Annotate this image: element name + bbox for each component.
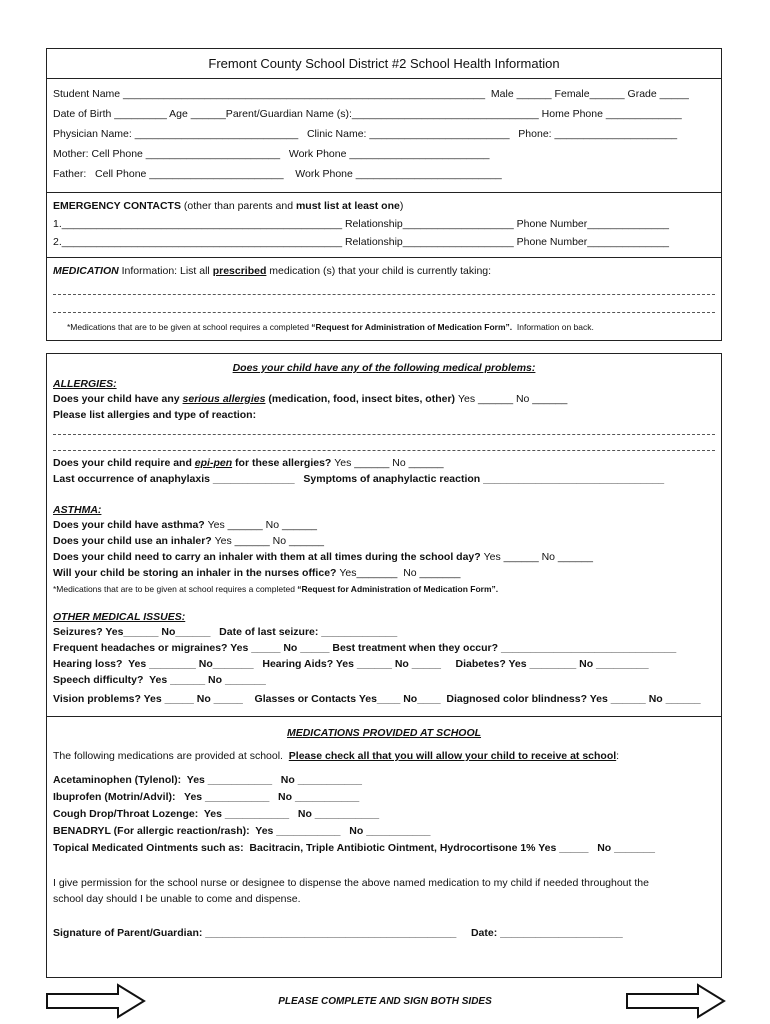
asthma-q2[interactable] [53, 534, 715, 548]
s5-a: *Medications that are to be given at school requires a completed [53, 584, 298, 594]
student-info-box [46, 78, 722, 193]
speech-row[interactable]: Speech difficulty? Yes ______ No _______ [53, 674, 266, 686]
ibuprofen-row[interactable]: Ibuprofen (Motrin/Advil): Yes ___________ No ___________ [53, 791, 360, 803]
a3-post: for these allergies? [232, 457, 335, 469]
school-medications-box [46, 716, 722, 978]
medication-prescribed: prescribed [212, 265, 267, 277]
school-meds-intro [53, 749, 715, 763]
benadryl-row[interactable]: BENADRYL (For allergic reaction/rash): Yes ___________ No ___________ [53, 825, 431, 837]
signature-row[interactable]: Signature of Parent/Guardian: ___________________________________________ Date: _____________________ [53, 927, 623, 939]
s3-yes-no[interactable]: Yes ______ No ______ [483, 551, 593, 563]
topical-ointments-row[interactable]: Topical Medicated Ointments such as: Bacitracin, Triple Antibiotic Ointment, Hydrocortisone 1% Yes _____ No _______ [53, 842, 655, 854]
a3-pre: Does your child require and [53, 457, 195, 469]
emergency-heading [53, 199, 715, 213]
allergies-heading: ALLERGIES: [53, 378, 117, 390]
mother-phone-row[interactable]: Mother: Cell Phone _______________________ Work Phone ________________________ [53, 148, 490, 160]
a1-u: serious allergies [182, 393, 266, 405]
s2-label: Does your child use an inhaler? [53, 535, 215, 547]
seizures-row[interactable]: Seizures? Yes______ No______ Date of last seizure: _____________ [53, 626, 398, 638]
s3-label: Does your child need to carry an inhaler with them at all times during the school day? [53, 551, 484, 563]
allergy-blank-line-2[interactable] [53, 450, 715, 451]
acetaminophen-row[interactable]: Acetaminophen (Tylenol): Yes ___________ No ___________ [53, 774, 362, 786]
emergency-heading-req: must list at least one [295, 200, 400, 212]
s4-yes-no[interactable]: Yes_______ No _______ [339, 567, 461, 579]
medication-text2: medication (s) that your child is currently taking: [266, 265, 492, 277]
permission-line-2: school day should I be unable to come and dispense. [53, 893, 301, 905]
medical-problems-box [46, 353, 722, 717]
form-title: Fremont County School District #2 School Health Information [208, 56, 560, 71]
physician-row[interactable]: Physician Name: ____________________________ Clinic Name: ________________________ Phone: _____________________ [53, 128, 678, 140]
father-phone-row[interactable]: Father: Cell Phone _______________________ Work Phone _________________________ [53, 168, 502, 180]
serious-allergies-row[interactable] [53, 392, 715, 406]
medication-box [46, 257, 722, 341]
emergency-heading-label: EMERGENCY CONTACTS [53, 200, 181, 212]
medication-note-b: “Request for Administration of Medication Form”. [311, 322, 513, 332]
vision-row[interactable]: Vision problems? Yes _____ No _____ Glasses or Contacts Yes____ No____ Diagnosed color blindness? Yes ______ No ______ [53, 693, 701, 705]
a3-u: epi-pen [194, 457, 233, 469]
intro-a: The following medications are provided at school. [53, 750, 289, 762]
emergency-contact-1[interactable]: 1.________________________________________________ Relationship___________________ Phone Number______________ [53, 218, 670, 230]
s1-yes-no[interactable]: Yes ______ No ______ [207, 519, 318, 531]
medication-blank-line-1[interactable] [53, 294, 715, 295]
emergency-contacts-box [46, 192, 722, 258]
asthma-q3[interactable] [53, 550, 715, 564]
school-meds-heading: MEDICATIONS PROVIDED AT SCHOOL [286, 727, 482, 739]
footer-text: PLEASE COMPLETE AND SIGN BOTH SIDES [278, 996, 492, 1007]
intro-b: Please check all that you will allow your child to receive at school [288, 750, 617, 762]
s2-yes-no[interactable]: Yes ______ No ______ [214, 535, 325, 547]
student-name-row[interactable]: Student Name ______________________________________________________________ Male ______ Female______ Grade _____ [53, 88, 689, 100]
medication-note-c: Information on back. [512, 322, 594, 332]
anaphylaxis-row[interactable]: Last occurrence of anaphylaxis ______________ Symptoms of anaphylactic reaction _______________________________ [53, 473, 665, 485]
problems-heading: Does your child have any of the following medical problems: [232, 362, 536, 374]
a1-post: (medication, food, insect bites, other) [265, 393, 458, 405]
asthma-q1[interactable] [53, 518, 715, 532]
other-issues-heading: OTHER MEDICAL ISSUES: [53, 611, 186, 623]
s1-label: Does your child have asthma? [53, 519, 208, 531]
medication-text1: Information: List all [118, 265, 213, 277]
emergency-heading-mid: (other than parents and [180, 200, 296, 212]
asthma-heading: ASTHMA: [53, 504, 102, 516]
permission-line-1: I give permission for the school nurse or designee to dispense the above named medication to my child if needed throughout the [53, 877, 649, 889]
hearing-row[interactable]: Hearing loss? Yes ________ No_______ Hearing Aids? Yes ______ No _____ Diabetes? Yes ________ No _________ [53, 658, 649, 670]
asthma-q4[interactable] [53, 566, 715, 580]
s4-label: Will your child be storing an inhaler in the nurses office? [53, 567, 340, 579]
allergy-blank-line-1[interactable] [53, 434, 715, 435]
a3-yes-no[interactable]: Yes ______ No ______ [334, 457, 444, 469]
allergy-list-label: Please list allergies and type of reaction: [53, 409, 257, 421]
a1-yes-no[interactable]: Yes ______ No ______ [457, 393, 568, 405]
s5-b: “Request for Administration of Medication Form”. [297, 584, 499, 594]
cough-drop-row[interactable]: Cough Drop/Throat Lozenge: Yes ___________ No ___________ [53, 808, 380, 820]
headaches-row[interactable]: Frequent headaches or migraines? Yes _____ No _____ Best treatment when they occur? ______________________________ [53, 642, 677, 654]
right-arrow-icon [626, 983, 726, 1019]
intro-c: : [616, 750, 620, 762]
emergency-contact-2[interactable]: 2.________________________________________________ Relationship___________________ Phone Number______________ [53, 236, 670, 248]
medication-label: MEDICATION [53, 265, 119, 277]
medication-heading [53, 264, 715, 278]
title-box [46, 48, 722, 79]
medication-note [67, 320, 715, 334]
dob-row[interactable]: Date of Birth _________ Age ______Parent/Guardian Name (s):________________________________ Home Phone _____________ [53, 108, 682, 120]
medication-blank-line-2[interactable] [53, 312, 715, 313]
medication-note-a: *Medications that are to be given at school requires a completed [67, 322, 312, 332]
a1-pre: Does your child have any [53, 393, 183, 405]
emergency-heading-end: ) [399, 200, 404, 212]
asthma-note [53, 582, 715, 596]
epi-pen-row[interactable] [53, 456, 715, 470]
